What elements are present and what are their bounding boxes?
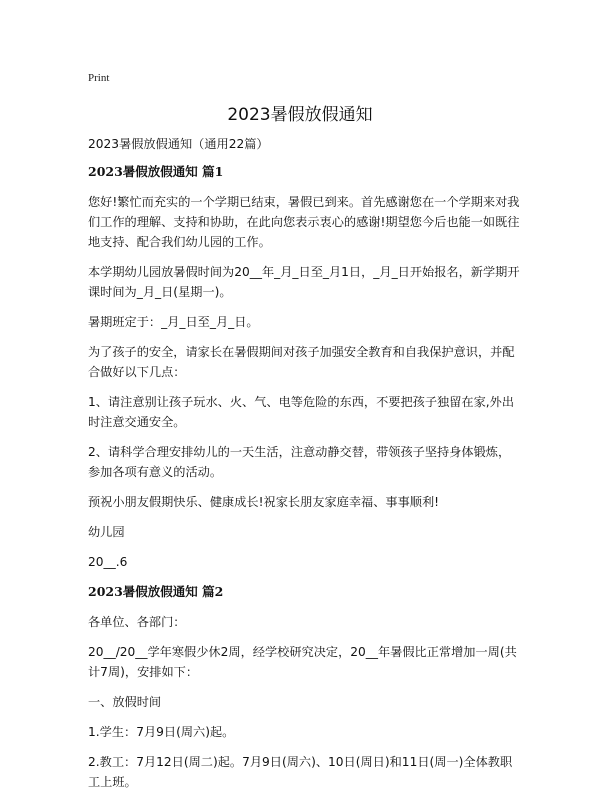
section-2-paragraph-3: 一、放假时间 [88, 695, 162, 709]
section-1-paragraph-1: 您好!繁忙而充实的一个学期已结束，暑假已到来。首先感谢您在一个学期来对我们工作的理解、支持和协助，在此向您表示衷心的感谢!期望您今后也能一如既往地支持、配合我们幼儿园的工作。 [88, 195, 520, 249]
document-subtitle: 2023暑假放假通知（通用22篇） [88, 137, 269, 151]
section-1-paragraph-4: 为了孩子的安全，请家长在暑假期间对孩子加强安全教育和自我保护意识，并配合做好以下几点： [88, 345, 515, 379]
print-label: Print [88, 72, 110, 84]
section-2-paragraph-2: 20__/20__学年寒假少休2周，经学校研究决定，20__年暑假比正常增加一周(共计7周)，安排如下： [88, 645, 517, 679]
section-1-paragraph-5: 1、请注意别让孩子玩水、火、气、电等危险的东西，不要把孩子独留在家,外出时注意交通安全。 [88, 395, 515, 429]
section-2-paragraph-5: 2.教工：7月12日(周二)起。7月9日(周六)、10日(周日)和11日(周一)全体教职工上班。 [88, 755, 513, 789]
document-body [88, 134, 520, 792]
section-1-paragraph-3: 暑期班定于：_月_日至_月_日。 [88, 315, 259, 329]
section-1-paragraph-2: 本学期幼儿园放暑假时间为20__年_月_日至_月1日，_月_日开始报名，新学期开课时间为_月_日(星期一)。 [88, 265, 520, 299]
section-1-paragraph-6: 2、请科学合理安排幼儿的一天生活，注意动静交替，带领孩子坚持身体锻炼，参加各项有意义的活动。 [88, 445, 511, 479]
section-1-signature: 幼儿园 [88, 525, 125, 539]
section-1-heading: 2023暑假放假通知 篇1 [88, 164, 224, 179]
document-title: 2023暑假放假通知 [227, 105, 373, 125]
section-2-heading: 2023暑假放假通知 篇2 [88, 584, 224, 599]
section-2-paragraph-1: 各单位、各部门： [88, 615, 186, 629]
section-1-date: 20__.6 [88, 555, 128, 569]
section-1-paragraph-7: 预祝小朋友假期快乐、健康成长!祝家长朋友家庭幸福、事事顺利! [88, 495, 440, 509]
section-2-paragraph-4: 1.学生：7月9日(周六)起。 [88, 725, 235, 739]
